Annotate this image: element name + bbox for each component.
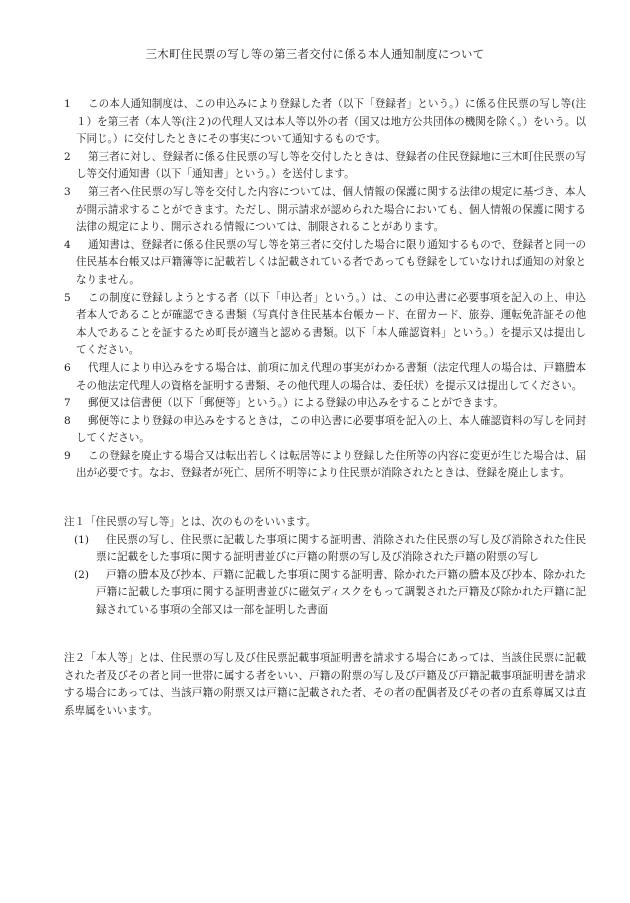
item-text: この制度に登録しようとする者（以下「申込者」という。）は、この申込書に必要事項を記入の上、申込者本人であることが確認できる書類（写真付き住民基本台帳カード、在留カード、旅券、運転免許証その他本人であることを証するため町長が適当と認める書類。以下「本人確認資料」という。）を提示又は提出してください。 [76, 291, 586, 357]
list-item [64, 448, 586, 483]
item-number: 6 [64, 361, 71, 374]
item-number: 7 [64, 397, 71, 410]
subitem-text: 住民票の写し、住民票に記載した事項に関する証明書、消除された住民票の写し及び消除された住民票に記載をした事項に関する証明書並びに戸籍の附票の写し及び消除された戸籍の附票の写し [96, 533, 586, 564]
note-2-text: 注２「本人等」とは、住民票の写し及び住民票記載事項証明書を請求する場合にあっては、当該住民票に記載された者及びその者と同一世帯に属する者をいい、戸籍の附票の写し及び戸籍及び戸籍記載事項証明書を請求する場合にあっては、当該戸籍の附票又は戸籍に記載された者、その者の配偶者及びその者の直系尊属又は直系卑属をいいます。 [64, 652, 586, 717]
list-item [64, 237, 586, 290]
list-item [64, 184, 586, 237]
item-number: 4 [64, 238, 71, 251]
item-number: 8 [64, 414, 71, 427]
item-number: 3 [64, 185, 71, 198]
item-text: 第三者に対し、登録者に係る住民票の写し等を交付したときは、登録者の住民登録地に三木町住民票の写し等交付通知書（以下「通知書」という。）を送付します。 [76, 150, 586, 181]
item-text: 郵便又は信書便（以下「郵便等」という。）による登録の申込みをすることができます。 [88, 397, 504, 410]
note-1-subitem [74, 567, 586, 620]
list-item [64, 395, 586, 413]
item-number: 1 [64, 98, 71, 110]
subitem-text: 戸籍の謄本及び抄本、戸籍に記載した事項に関する証明書、除かれた戸籍の謄本及び抄本、除かれた戸籍に記載した事項に関する証明書並びに磁気ディスクをもって調製された戸籍及び除かれた戸籍に記録されている事項の全部又は一部を証明した書面 [96, 568, 586, 616]
item-text: 第三者へ住民票の写し等を交付した内容については、個人情報の保護に関する法律の規定に基づき、本人が開示請求することができます。ただし、開示請求が認められた場合においても、個人情報の保護に関する法律の規定により、開示される情報については、制限されることがあります。 [76, 185, 586, 234]
item-text: この登録を廃止する場合又は転出若しくは転居等により登録した住所等の内容に変更が生じた場合は、届出が必要です。なお、登録者が死亡、居所不明等により住民票が消除されたときは、登録を廃止します。 [76, 449, 586, 480]
item-text: この本人通知制度は、この申込みにより登録した者（以下「登録者」という。）に係る住民票の写し等(注１）を第三者（本人等(注２)の代理人又は本人等以外の者（国又は地方公共団体の機関を除く。）をいう。以下同じ。）に交付したときにその事実について通知するものです。 [76, 98, 586, 146]
subitem-number: (1) [74, 533, 89, 546]
note-1-heading: 注１「住民票の写し等」とは、次のものをいいます。 [64, 516, 317, 528]
note-2 [64, 650, 586, 720]
subitem-number: (2) [74, 568, 89, 581]
note-1 [64, 514, 586, 620]
item-text: 通知書は、登録者に係る住民票の写し等を第三者に交付した場合に限り通知するもので、登録者と同一の住民基本台帳又は戸籍簿等に記載若しくは記載されている者であっても登録をしていなければ通知の対象となりません。 [76, 238, 586, 286]
list-item [64, 413, 586, 448]
item-text: 郵便等により登録の申込みをするときは，この申込書に必要事項を記入の上、本人確認資料の写しを同封してください。 [76, 414, 586, 445]
note-1-subitem [74, 532, 586, 567]
list-item [64, 360, 586, 395]
item-number: 9 [64, 449, 71, 462]
list-item [64, 290, 586, 360]
item-number: 5 [64, 291, 71, 304]
list-item [64, 96, 586, 149]
item-number: 2 [64, 150, 71, 163]
item-text: 代理人により申込みをする場合は、前項に加え代理の事実がわかる書類（法定代理人の場合は、戸籍謄本その他法定代理人の資格を証明する書類、その他代理人の場合は、委任状）を提示又は提出してください。 [76, 361, 586, 392]
page-title: 三木町住民票の写し等の第三者交付に係る本人通知制度について [145, 47, 485, 61]
list-item [64, 149, 586, 184]
numbered-items [64, 96, 586, 483]
